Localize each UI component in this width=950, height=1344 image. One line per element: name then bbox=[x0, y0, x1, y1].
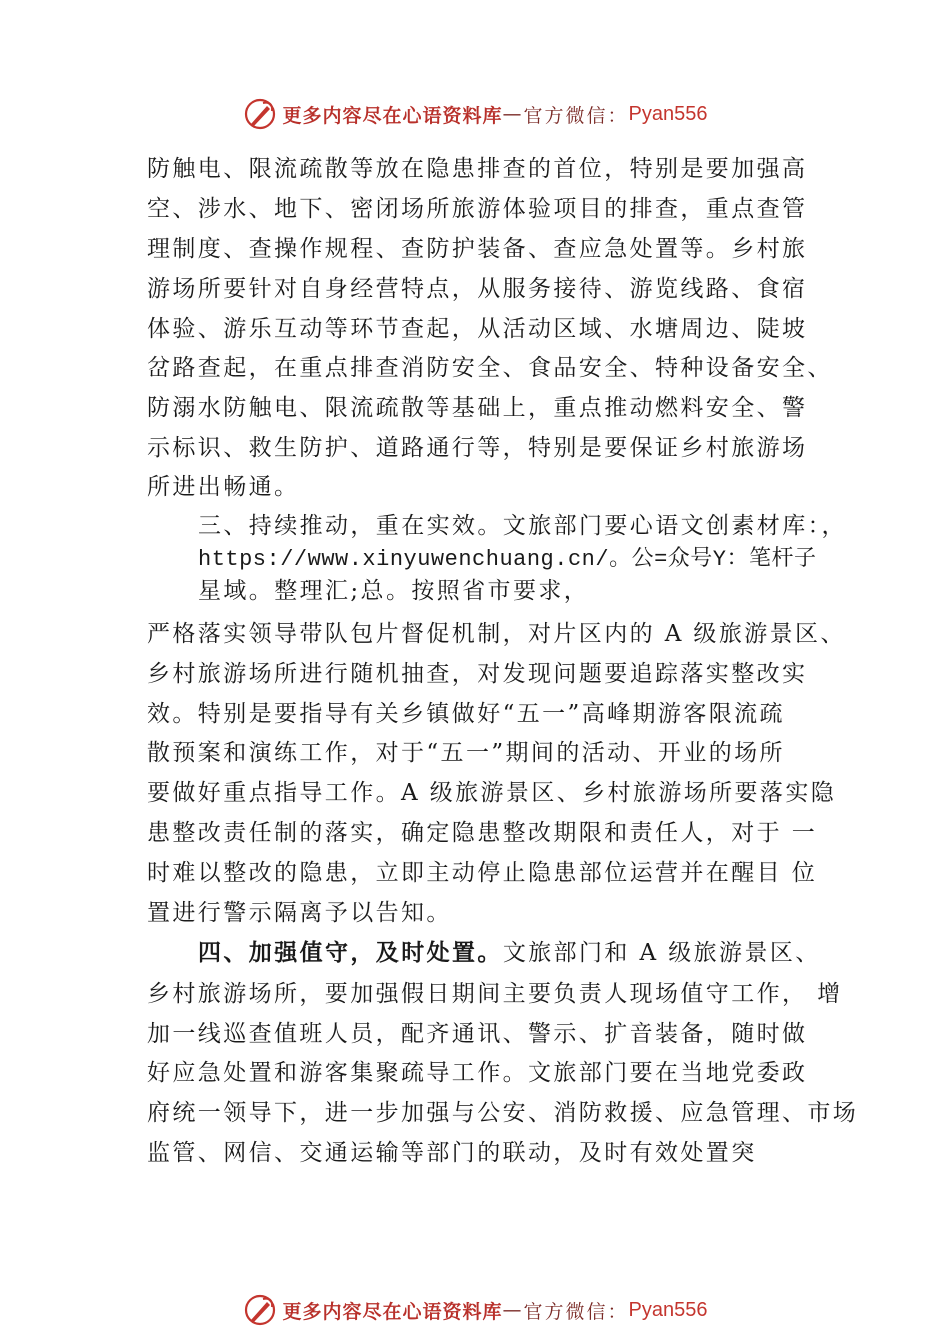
text-line: 体验、游乐互动等环节查起，从活动区域、水塘周边、陡坡 bbox=[147, 316, 808, 342]
text-line: 监管、网信、交通运输等部门的联动，及时有效处置突 bbox=[147, 1140, 757, 1166]
text-line: 所进出畅通。 bbox=[147, 474, 300, 500]
section-four-heading-line bbox=[198, 938, 898, 968]
header-banner bbox=[0, 94, 950, 134]
banner-wechat-id: Pyan556 bbox=[628, 102, 708, 125]
quill-logo-icon bbox=[243, 1293, 277, 1327]
text-line: 患整改责任制的落实，确定隐患整改期限和责任人，对于 一 bbox=[147, 820, 818, 846]
text-line: 岔路查起，在重点排查消防安全、食品安全、特种设备安全、 bbox=[147, 355, 833, 381]
banner-dash: — bbox=[502, 103, 524, 125]
quill-logo-icon bbox=[243, 97, 277, 131]
banner-site-name: 更多内容尽在心语资料库 bbox=[282, 104, 503, 127]
text-line: 加一线巡查值班人员，配齐通讯、警示、扩音装备，随时做 bbox=[147, 1021, 808, 1047]
text-line: 置进行警示隔离予以告知。 bbox=[147, 900, 452, 926]
section-four-heading: 四、加强值守，及时处置。 bbox=[198, 939, 503, 966]
text-line: 好应急处置和游客集聚疏导工作。文旅部门要在当地党委政 bbox=[147, 1060, 808, 1086]
banner-wechat-id: Pyan556 bbox=[628, 1298, 708, 1321]
text-line: 效。特别是要指导有关乡镇做好“五一”高峰期游客限流疏 bbox=[147, 701, 785, 727]
watermark-url-line bbox=[198, 543, 898, 575]
text-line: 府统一领导下，进一步加强与公安、消防救援、应急管理、市场 bbox=[147, 1100, 859, 1126]
banner-wechat-label: 官方微信： bbox=[523, 1300, 629, 1323]
text-line: 空、涉水、地下、密闭场所旅游体验项目的排查，重点查管 bbox=[147, 196, 808, 222]
text-line: 散预案和演练工作，对于“五一”期间的活动、开业的场所 bbox=[147, 740, 785, 766]
text-line: 星域。整理汇;总。按照省市要求， bbox=[198, 578, 590, 604]
text-line: 时难以整改的隐患，立即主动停止隐患部位运营并在醒目 位 bbox=[147, 860, 818, 886]
text-line: 严格落实领导带队包片督促机制，对片区内的 A 级旅游景区、 bbox=[147, 621, 846, 647]
banner-dash: — bbox=[502, 1299, 524, 1321]
text-line: 理制度、查操作规程、查防护装备、查应急处置等。乡村旅 bbox=[147, 236, 808, 262]
text-line: 乡村旅游场所，要加强假日期间主要负责人现场值守工作， 增 bbox=[147, 981, 843, 1007]
text-line: 乡村旅游场所进行随机抽查，对发现问题要追踪落实整改实 bbox=[147, 661, 808, 687]
watermark-url: https://www.xinyuwenchuang.cn/。公=众号Y：笔杆子 bbox=[198, 547, 817, 572]
text-line: 游场所要针对自身经营特点，从服务接待、游览线路、食宿 bbox=[147, 276, 808, 302]
section-three-heading-line: 三、持续推动，重在实效。文旅部门要心语文创素材库：， bbox=[198, 513, 847, 539]
text-line: 要做好重点指导工作。A 级旅游景区、乡村旅游场所要落实隐 bbox=[147, 780, 837, 806]
section-four-text: 文旅部门和 A 级旅游景区、 bbox=[502, 940, 821, 966]
text-line: 示标识、救生防护、道路通行等，特别是要保证乡村旅游场 bbox=[147, 435, 808, 461]
banner-site-name: 更多内容尽在心语资料库 bbox=[282, 1300, 503, 1323]
text-line: 防触电、限流疏散等放在隐患排查的首位，特别是要加强高 bbox=[147, 156, 808, 182]
banner-wechat-label: 官方微信： bbox=[523, 104, 629, 127]
text-line: 防溺水防触电、限流疏散等基础上，重点推动燃料安全、警 bbox=[147, 395, 808, 421]
footer-banner bbox=[0, 1290, 950, 1330]
